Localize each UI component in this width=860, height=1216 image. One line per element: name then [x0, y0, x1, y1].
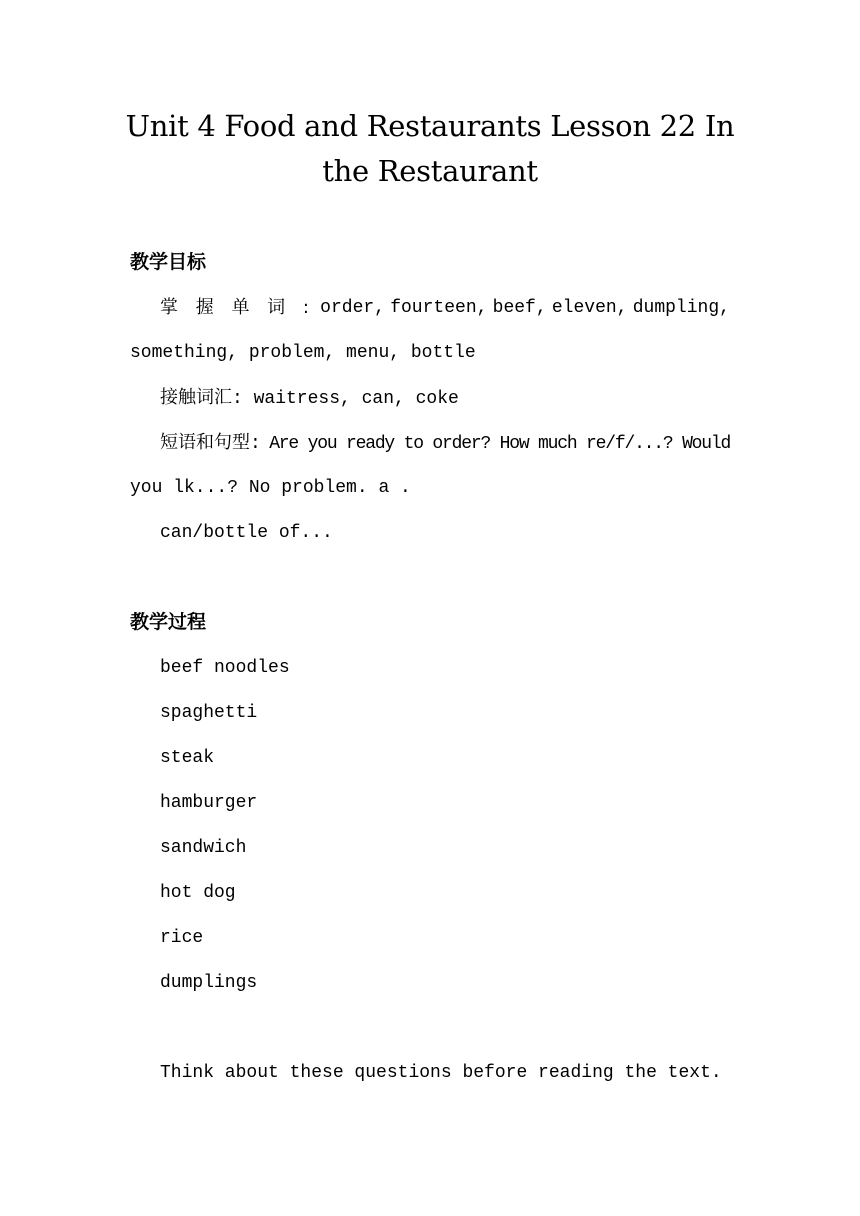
phrase-line [160, 431, 730, 456]
vocab-word-1: order, [320, 298, 385, 318]
vocab-line [160, 296, 730, 320]
vocab-word-3: beef, [492, 298, 547, 318]
food-item-dumplings: dumplings [160, 973, 258, 993]
phrase-label: 短语和句型 [160, 432, 250, 453]
contact-text: : waitress, can, coke [232, 389, 459, 409]
document-title [110, 104, 750, 194]
phrase-line-3: can/bottle of... [160, 523, 333, 543]
vocab-word-4: eleven, [551, 298, 628, 318]
phrase-text: : Are you ready to order? How much re/f/...? Would [250, 434, 731, 454]
instruction-text: Think about these questions before reading the text. [160, 1063, 722, 1083]
objectives-heading: 教学目标 [130, 251, 207, 273]
food-item-spaghetti: spaghetti [160, 703, 258, 723]
food-item-steak: steak [160, 748, 215, 768]
vocab-word-2: fourteen, [390, 298, 488, 318]
food-item-sandwich: sandwich [160, 838, 247, 858]
food-item-beef-noodles: beef noodles [160, 658, 290, 678]
food-item-rice: rice [160, 928, 204, 948]
contact-line [160, 386, 730, 411]
process-heading: 教学过程 [130, 611, 207, 633]
food-item-hot-dog: hot dog [160, 883, 236, 903]
vocab-line-2: something, problem, menu, bottle [130, 343, 476, 363]
vocab-word-5: dumpling, [632, 298, 730, 318]
food-item-hamburger: hamburger [160, 793, 258, 813]
phrase-line-2: you lk...? No problem. a . [130, 478, 411, 498]
title-line-1: Unit 4 Food and Restaurants Lesson 22 In [125, 109, 735, 143]
contact-label: 接触词汇 [160, 387, 232, 408]
vocab-label: 掌 握 单 词 : [160, 297, 315, 318]
title-line-2: the Restaurant [322, 154, 538, 188]
